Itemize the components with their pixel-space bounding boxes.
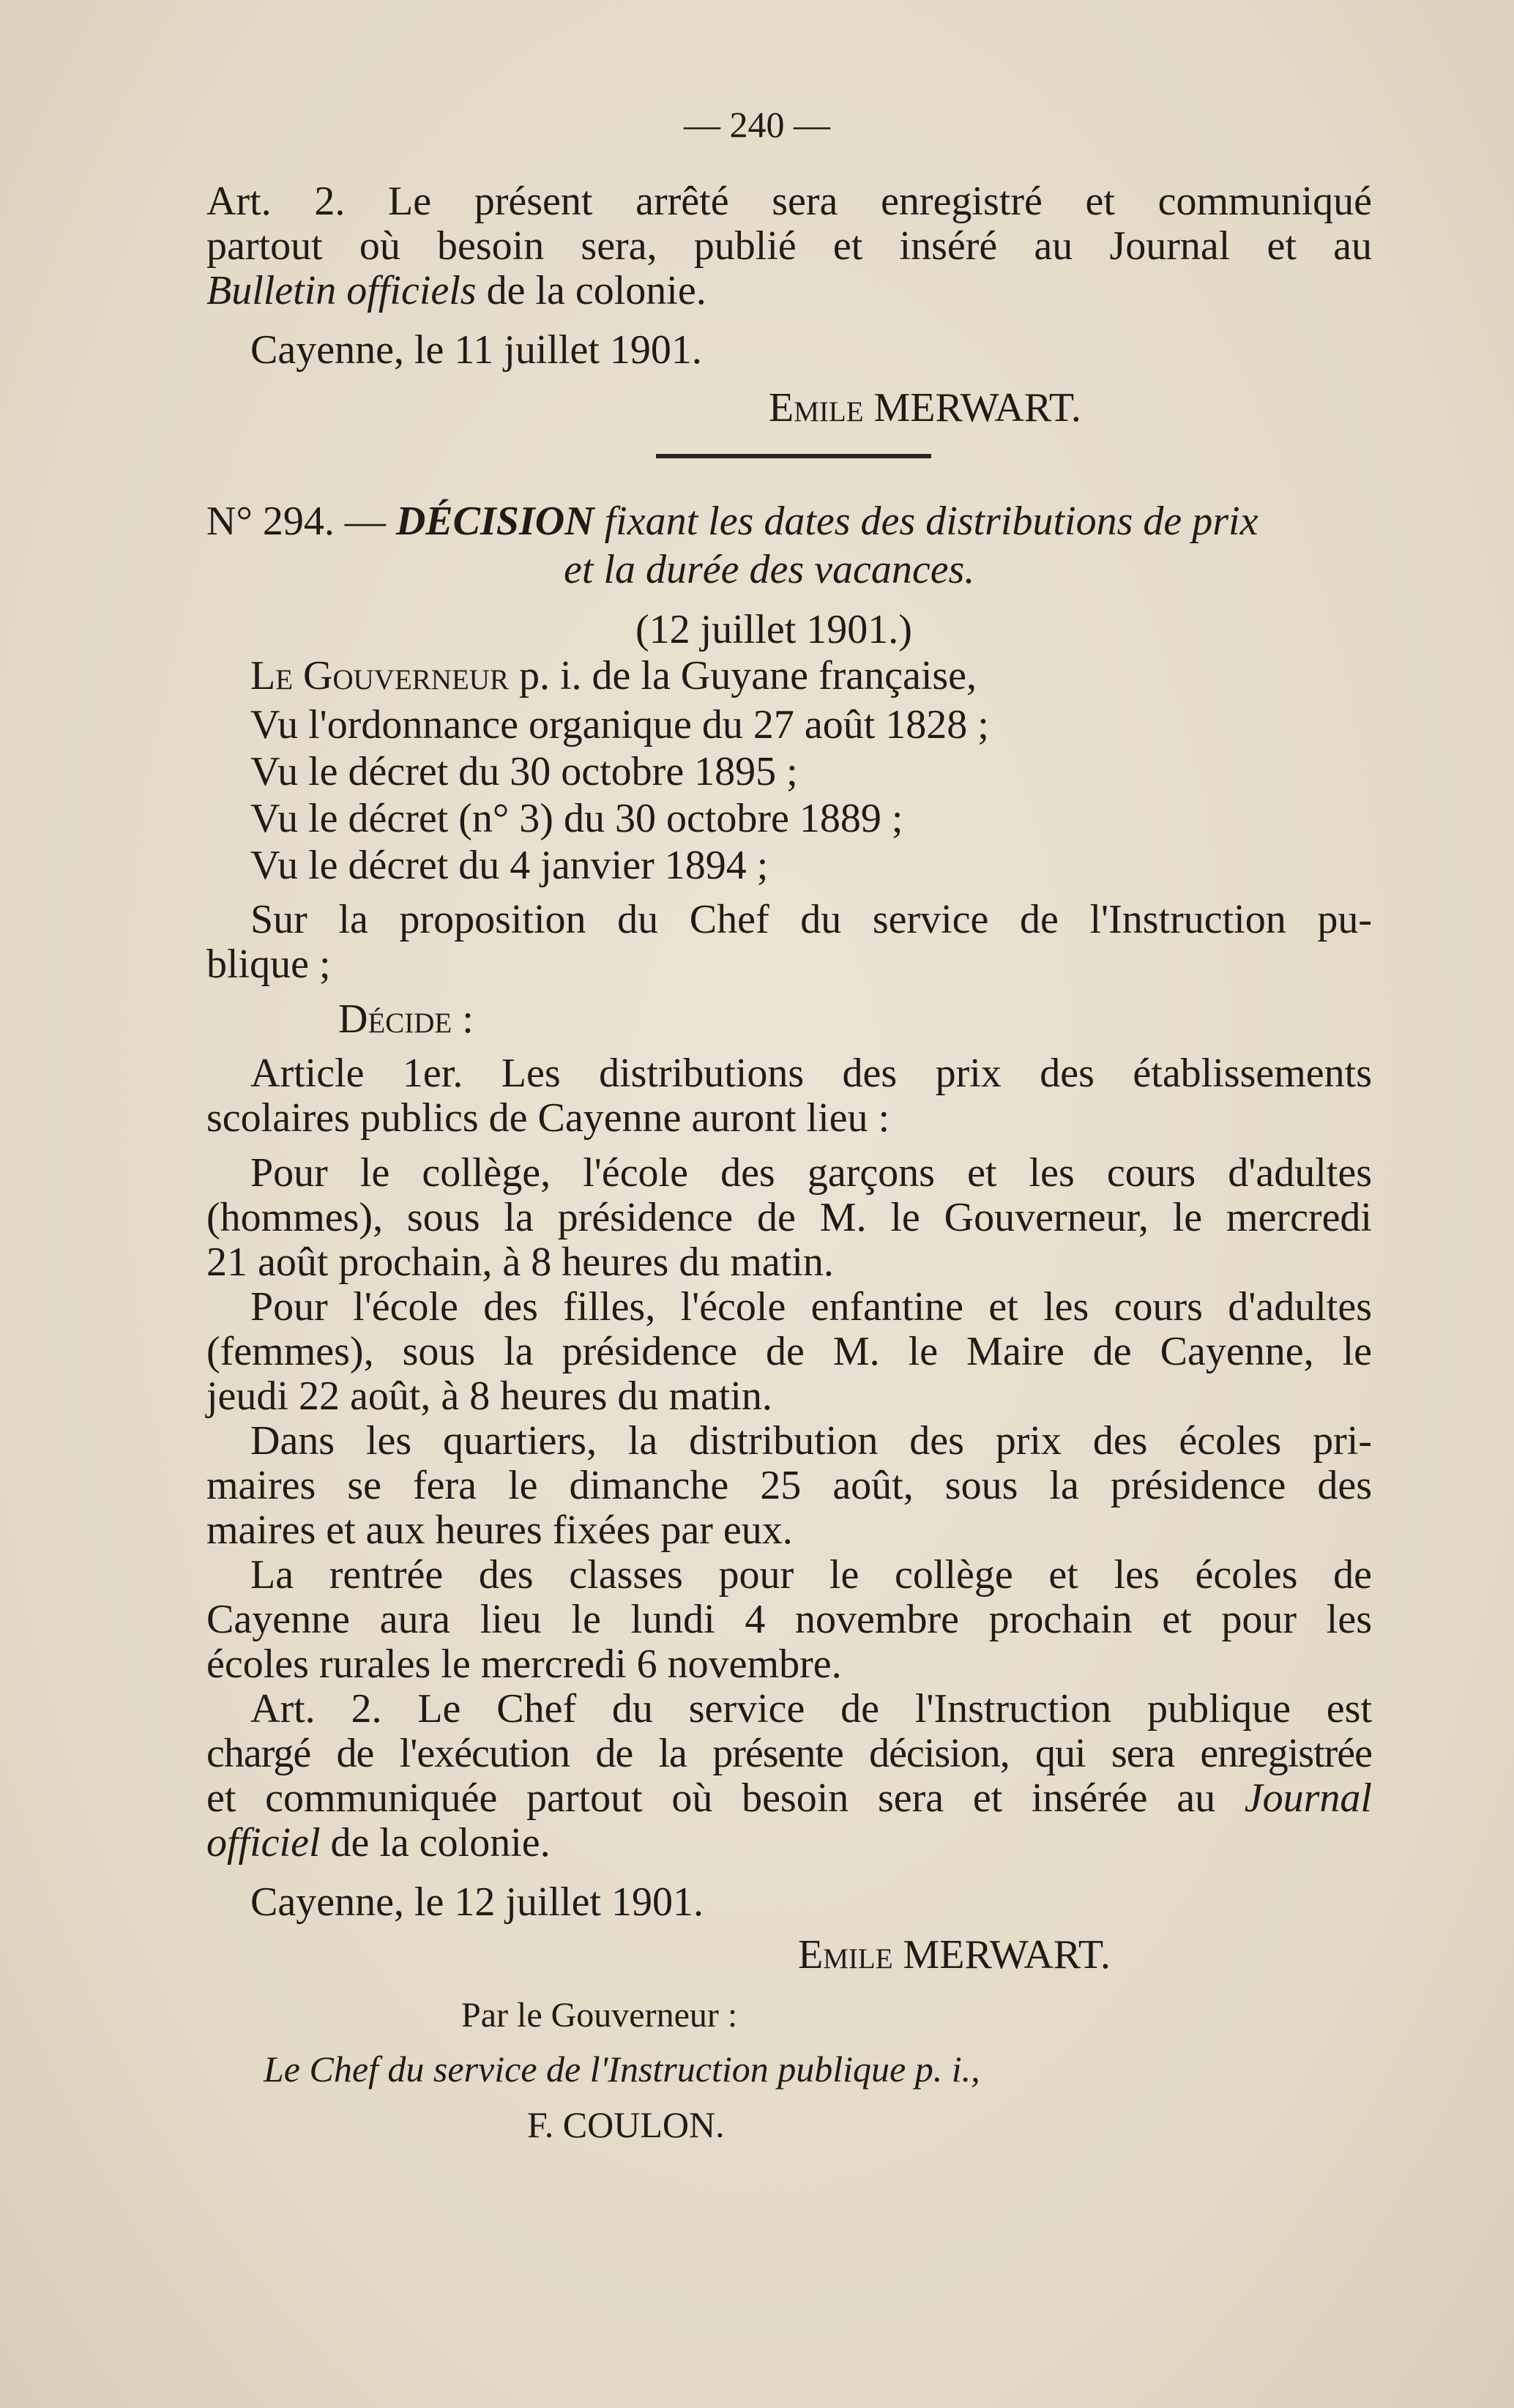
p1-line2: (hommes), sous la présidence de M. le Gouverneur, le mercredi: [206, 1195, 1372, 1240]
vu-4: Vu le décret du 4 janvier 1894 ;: [250, 843, 769, 888]
p3-line2: maires se fera le dimanche 25 août, sous la présidence des: [206, 1463, 1372, 1508]
art2b-line3-text: et communiquée partout où besoin sera et insérée au: [206, 1775, 1245, 1821]
decision-heading-line1: [206, 499, 1372, 544]
art1-line1: Article 1er. Les distributions des prix des établissements: [250, 1051, 1372, 1096]
art2-line3-rest: de la colonie.: [476, 268, 706, 313]
p2-line2: (femmes), sous la présidence de M. le Maire de Cayenne, le: [206, 1329, 1372, 1374]
p2-line3: jeudi 22 août, à 8 heures du matin.: [206, 1373, 772, 1419]
art2-line1: Art. 2. Le présent arrêté sera enregistré et communiqué: [206, 179, 1372, 224]
p4-line3: écoles rurales le mercredi 6 novembre.: [206, 1641, 842, 1687]
governor-rest: p. i. de la Guyane française,: [508, 653, 977, 698]
decision-signature: [798, 1933, 1208, 1978]
decide-label: Décide :: [338, 996, 474, 1042]
par-le-gouverneur: Par le Gouverneur :: [461, 1996, 738, 2035]
p1-line3: 21 août prochain, à 8 heures du matin.: [206, 1240, 834, 1285]
first-signature: [769, 386, 1179, 430]
art2-line2: partout où besoin sera, publié et inséré au Journal et au: [206, 223, 1372, 269]
chef-line: Le Chef du service de l'Instruction publique p. i.,: [264, 2049, 980, 2090]
governor-label: Le Gouverneur: [250, 653, 509, 698]
art2b-line4-rest: de la colonie.: [320, 1820, 551, 1865]
art2b-line2: chargé de l'exécution de la présente décision, qui sera enregistrée: [206, 1731, 1372, 1776]
p3-line3: maires et aux heures fixées par eux.: [206, 1507, 793, 1553]
p4-line1: La rentrée des classes pour le collège et les écoles de: [250, 1552, 1372, 1598]
governor-line: [206, 654, 1372, 698]
decision-title-rest: fixant les dates des distributions de prix: [594, 499, 1258, 544]
decision-date: (12 juillet 1901.): [635, 607, 912, 652]
bulletin-italic: Bulletin officiels: [206, 268, 477, 313]
p2-line1: Pour l'école des filles, l'école enfantine et les cours d'adultes: [250, 1284, 1372, 1330]
decision-number: N° 294. —: [206, 499, 396, 544]
p4-line2: Cayenne aura lieu le lundi 4 novembre prochain et pour les: [206, 1597, 1372, 1642]
coulon-signature: F. COULON.: [527, 2104, 725, 2145]
decision-signature-text: Emile MERWART.: [798, 1932, 1111, 1978]
vu-2: Vu le décret du 30 octobre 1895 ;: [250, 749, 798, 794]
p1-line1: Pour le collège, l'école des garçons et les cours d'adultes: [250, 1150, 1372, 1196]
decision-title: DÉCISION: [395, 499, 594, 544]
vu-1: Vu l'ordonnance organique du 27 août 1828 ;: [250, 702, 989, 748]
journal-italic: Journal: [1244, 1775, 1372, 1821]
first-date: Cayenne, le 11 juillet 1901.: [250, 327, 702, 373]
sur-line2: blique ;: [206, 942, 331, 987]
vu-3: Vu le décret (n° 3) du 30 octobre 1889 ;: [250, 796, 903, 841]
art2b-line3: [206, 1776, 1372, 1821]
sur-line1: Sur la proposition du Chef du service de l'Instruction pu-: [250, 897, 1372, 942]
art2-line3: [206, 269, 1372, 313]
art2b-line1: Art. 2. Le Chef du service de l'Instruction publique est: [250, 1686, 1372, 1732]
art1-line2: scolaires publics de Cayenne auront lieu :: [206, 1095, 890, 1141]
signature-text: Emile MERWART.: [769, 385, 1081, 430]
decision-heading-line2: et la durée des vacances.: [564, 547, 975, 592]
p3-line1: Dans les quartiers, la distribution des prix des écoles pri-: [250, 1418, 1372, 1464]
art2b-line4: [206, 1821, 1372, 1865]
decision-date-sign: Cayenne, le 12 juillet 1901.: [250, 1879, 704, 1925]
page-number: — 240 —: [684, 104, 830, 145]
officiel-italic: officiel: [206, 1820, 321, 1865]
section-divider: [656, 454, 931, 458]
